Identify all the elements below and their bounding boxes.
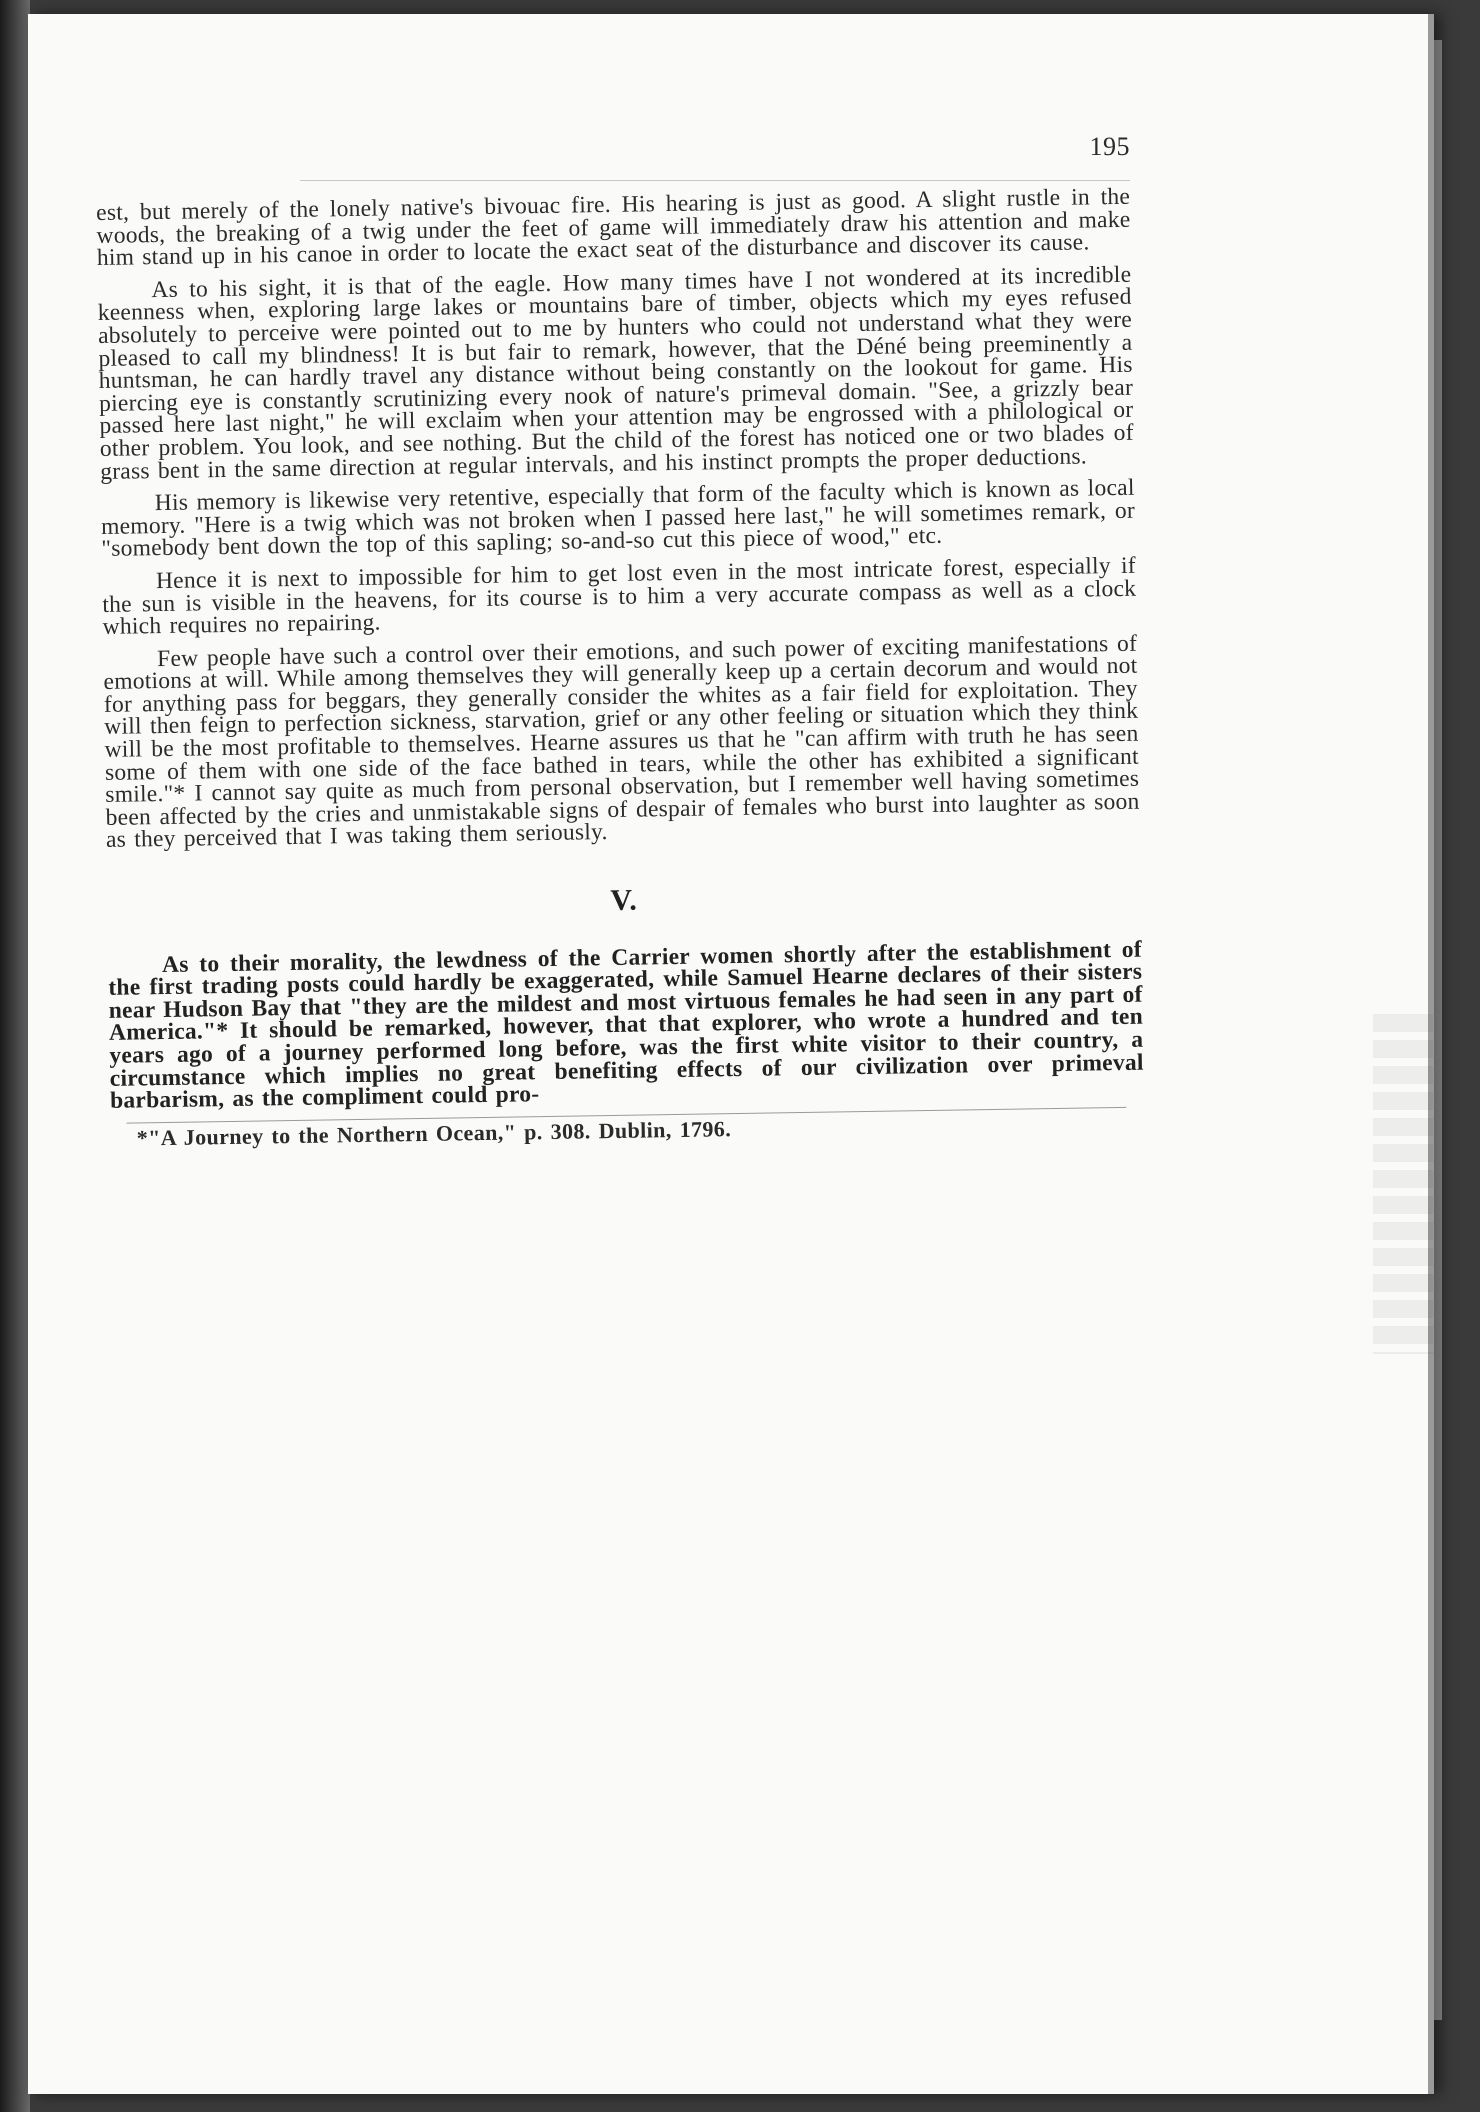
section-heading: V.	[610, 883, 638, 918]
paragraph-memory: His memory is likewise very retentive, especially that form of the faculty which is known as local memory. "Here is a twig which was not broken when I passed here last," he will sometimes remark, or "somebody bent down the top of this sapling; so-and-so cut this piece of wood," etc.	[100, 474, 1136, 563]
paragraph-orientation: Hence it is next to impossible for him to get lost even in the most intricate forest, especially if the sun is visible in the heavens, for its course is to him a very accurate compass as well as a clock which requires no repairing.	[102, 552, 1137, 641]
page-body	[95, 183, 1145, 1151]
paragraph-morality: As to their morality, the lewdness of the Carrier women shortly after the establishment of the first trading posts could hardly be exaggerated, while Samuel Hearne declares of their sisters near Hudson Bay that "they are the mildest and most virtuous females he had seen in any part of America."* It should be remarked, however, that that explorer, who wrote a hundred and ten years ago of a journey performed long before, was the first white visitor to their country, a circumstance which implies no great benefiting effects of our civilization over primeval barbarism, as the compliment could pro-	[108, 936, 1144, 1115]
page-number: 195	[1089, 132, 1130, 161]
paragraph-sight: As to his sight, it is that of the eagle. How many times have I not wondered at its incredible keenness when, exploring large lakes or mountains bare of timber, objects which my eyes refused absolutely to perceive were pointed out to me by hunters who could not understand what they were pleased to call my blindness! It is but fair to remark, however, that the Déné being preeminently a huntsman, he can hardly travel any distance without being constantly on the lookout for game. His piercing eye is constantly scrutinizing every nook of nature's primeval domain. "See, a grizzly bear passed here last night," he will exclaim when your attention may be engrossed with a philological or other problem. You look, and see nothing. But the child of the forest has noticed one or two blades of grass bent in the same direction at regular intervals, and his instinct prompts the proper deductions.	[97, 261, 1134, 485]
header-rule	[300, 180, 1130, 181]
footnote: *"A Journey to the Northern Ocean," p. 308. Dublin, 1796.	[136, 1115, 732, 1151]
paragraph-hearing: est, but merely of the lonely native's bivouac fire. His hearing is just as good. A slight rustle in the woods, the breaking of a twig under the feet of game will immediately draw his attention and make him stand up in his canoe in order to locate the exact seat of the disturbance and discover its cause.	[95, 183, 1131, 272]
scan-left-border	[0, 0, 30, 2112]
faint-bleed-through	[1373, 1014, 1433, 1354]
paragraph-emotions: Few people have such a control over their emotions, and such power of exciting manifestations of emotions at will. While among themselves they will generally keep up a certain decorum and would not for anything pass for beggars, they generally consider the whites as a fair field for exploitation. They will then feign to perfection sickness, starvation, grief or any other feeling or situation which they think will be the most profitable to themselves. Hearne assures us that he "can affirm with truth he has seen some of them with one side of the face bathed in tears, while the other has exhibited a significant smile."* I cannot say quite as much from personal observation, but I remember well having sometimes been affected by the cries and unmistakable signs of despair of females who burst into laughter as soon as they perceived that I was taking them seriously.	[103, 630, 1140, 854]
